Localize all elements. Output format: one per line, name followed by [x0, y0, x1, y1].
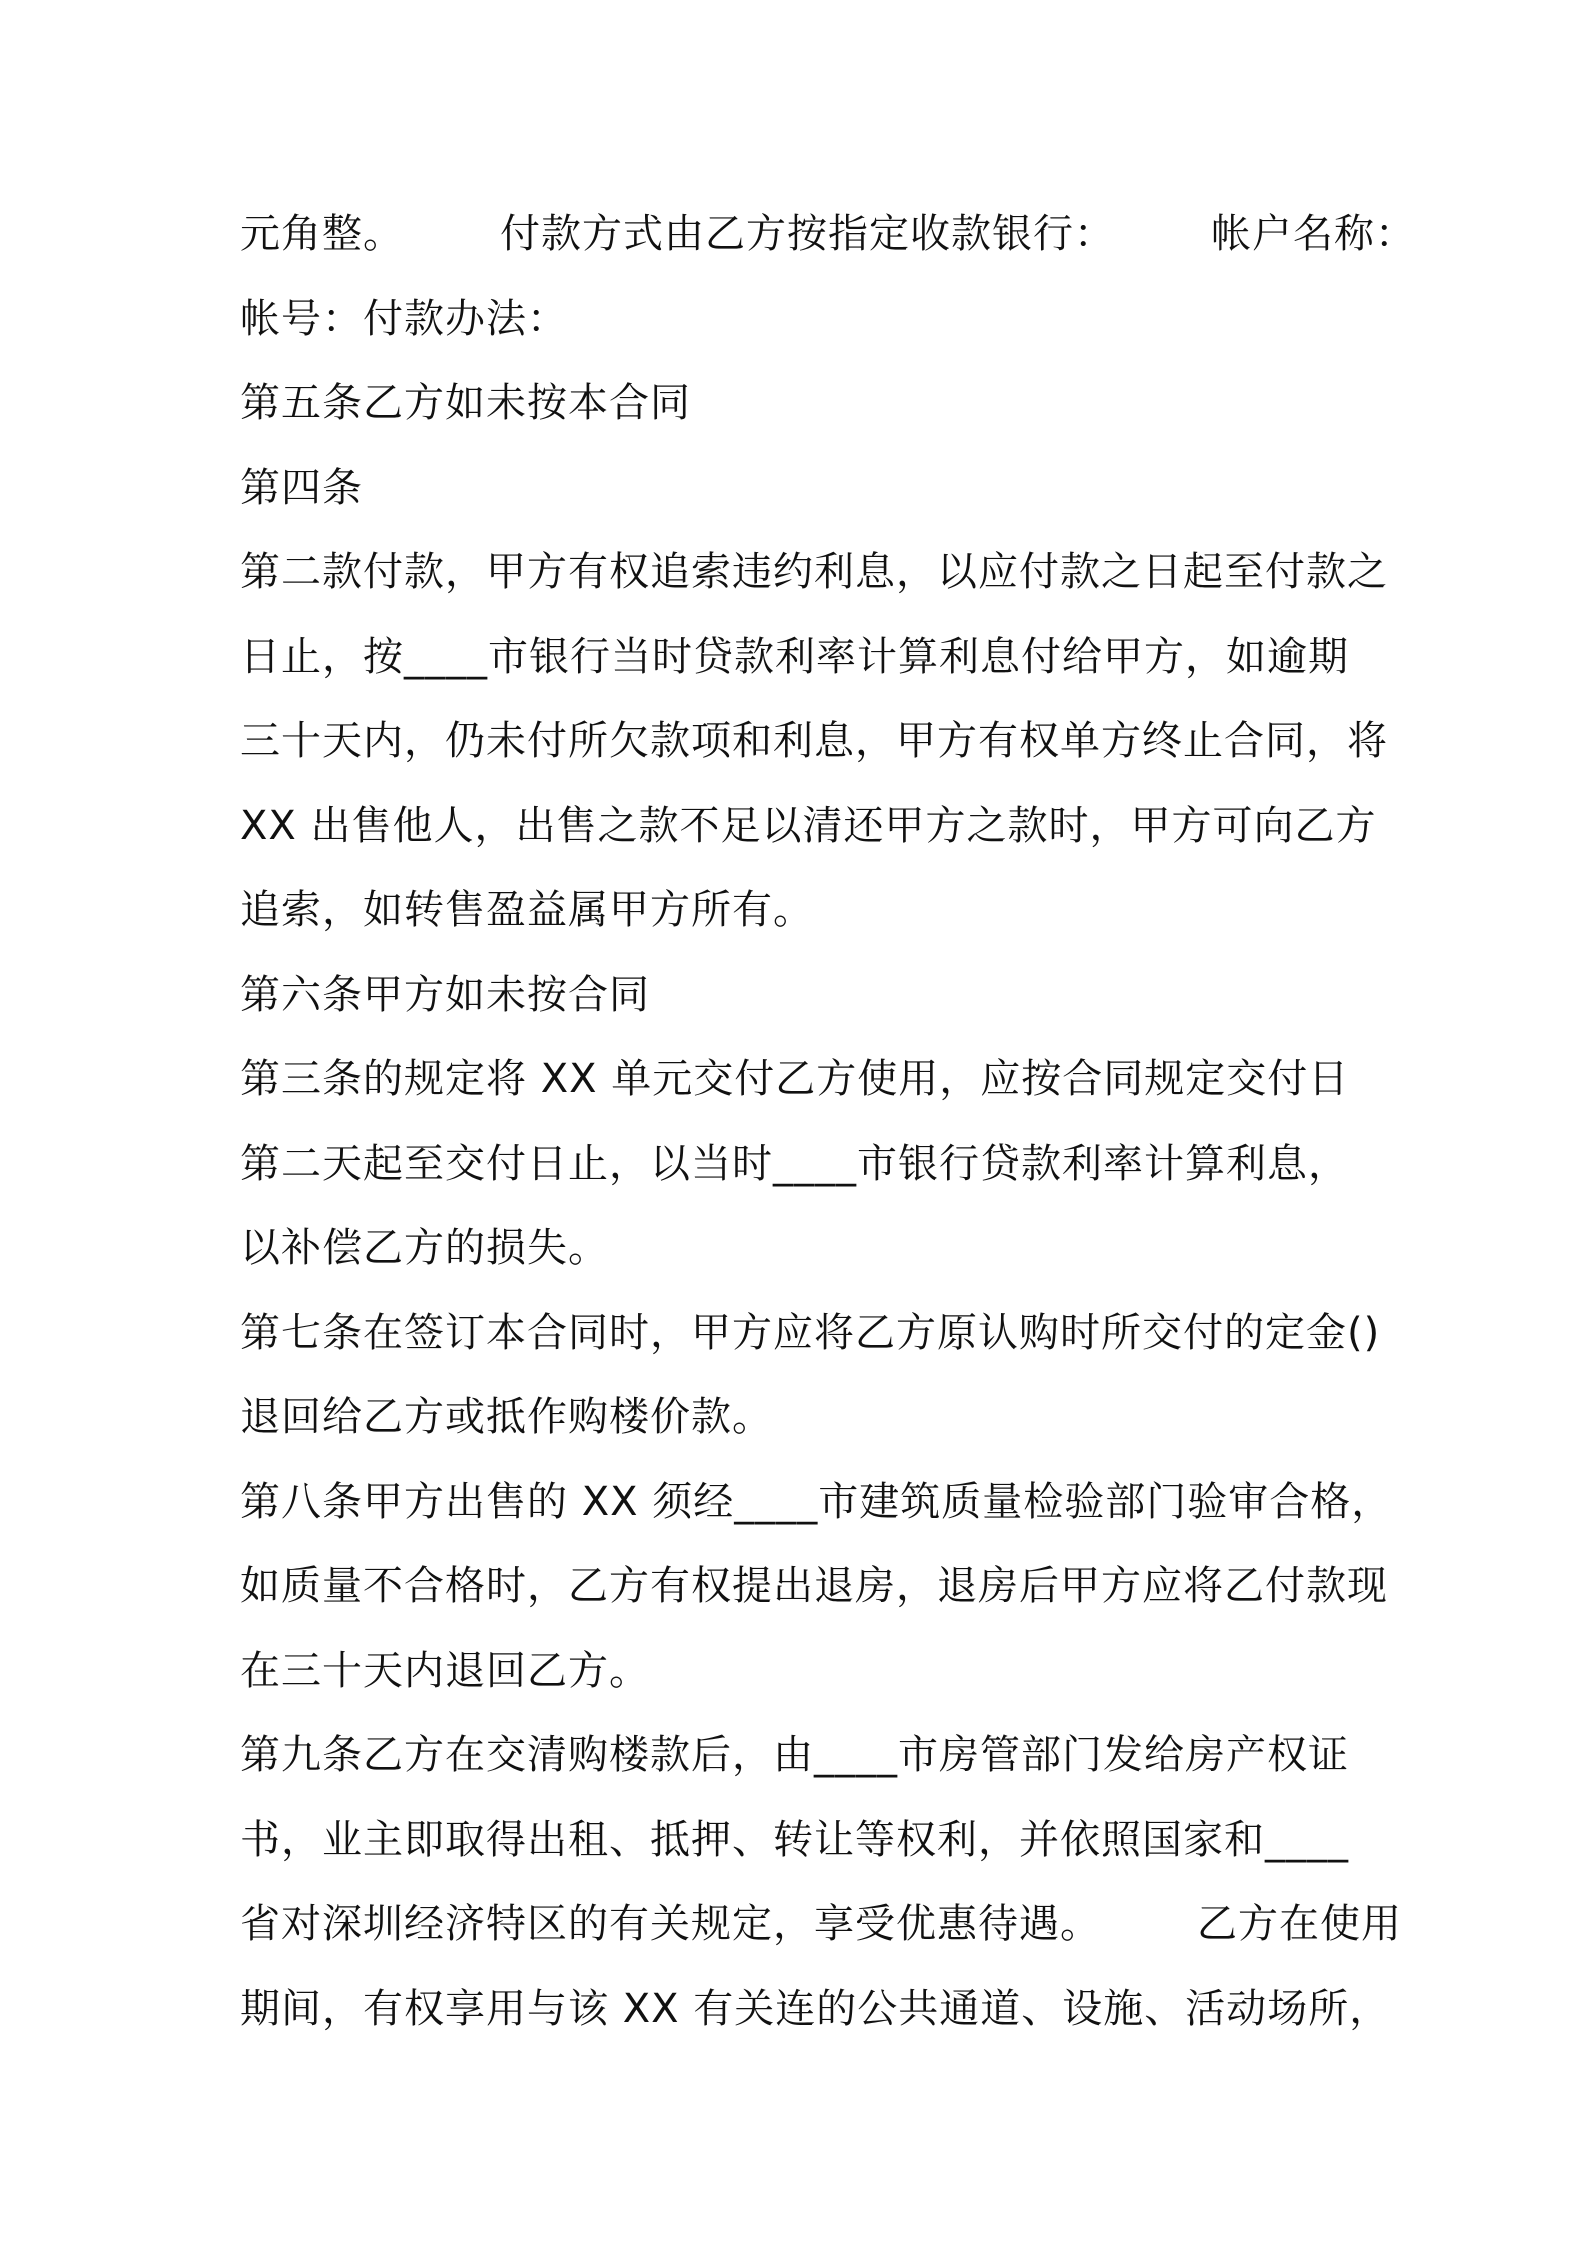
- text-line: 如质量不合格时，乙方有权提出退房，退房后甲方应将乙付款现: [240, 1563, 1388, 1609]
- document-body: [240, 192, 1416, 2051]
- text-segment: 元角整。: [240, 211, 404, 257]
- text-line: 书，业主即取得出租、抵押、转让等权利，并依照国家和____: [240, 1816, 1349, 1863]
- text-line: 在三十天内退回乙方。: [240, 1647, 650, 1694]
- text-segment: 省对深圳经济特区的有关规定，享受优惠待遇。: [240, 1901, 1101, 1947]
- text-line: [240, 192, 1416, 277]
- article-heading: 第五条乙方如未按本合同: [240, 380, 691, 426]
- text-line: 第九条乙方在交清购楼款后，由____市房管部门发给房产权证: [240, 1732, 1349, 1778]
- text-line: 以补偿乙方的损失。: [240, 1225, 609, 1271]
- text-line: 退回给乙方或抵作购楼价款。: [240, 1394, 773, 1440]
- text-line: 第七条在签订本合同时，甲方应将乙方原认购时所交付的定金(): [240, 1309, 1381, 1356]
- text-line: 第二天起至交付日止，以当时____市银行贷款利率计算利息，: [240, 1140, 1349, 1187]
- text-line: 三十天内，仍未付所欠款项和利息，甲方有权单方终止合同，将: [240, 718, 1388, 764]
- text-line: 第二款付款，甲方有权追索违约利息，以应付款之日起至付款之: [240, 549, 1388, 595]
- text-line: 第八条甲方出售的 XX 须经____市建筑质量检验部门验审合格，: [240, 1478, 1393, 1525]
- text-line: [240, 1882, 1402, 1967]
- text-segment: 付款方式由乙方按指定收款银行：: [500, 211, 1115, 257]
- text-segment: 帐户名称：: [1211, 211, 1416, 257]
- text-line: 第三条的规定将 XX 单元交付乙方使用，应按合同规定交付日: [240, 1056, 1350, 1102]
- text-line: 日止，按____市银行当时贷款利率计算利息付给甲方，如逾期: [240, 633, 1349, 680]
- text-line: 期间，有权享用与该 XX 有关连的公共通道、设施、活动场所，: [240, 1985, 1391, 2032]
- text-segment: 乙方在使用: [1197, 1901, 1402, 1947]
- text-line: 帐号：付款办法：: [240, 295, 568, 342]
- text-line: 追索，如转售盈益属甲方所有。: [240, 887, 814, 933]
- article-heading: 第四条: [240, 464, 363, 511]
- article-heading: 第六条甲方如未按合同: [240, 971, 650, 1018]
- text-line: XX 出售他人，出售之款不足以清还甲方之款时，甲方可向乙方: [240, 802, 1377, 849]
